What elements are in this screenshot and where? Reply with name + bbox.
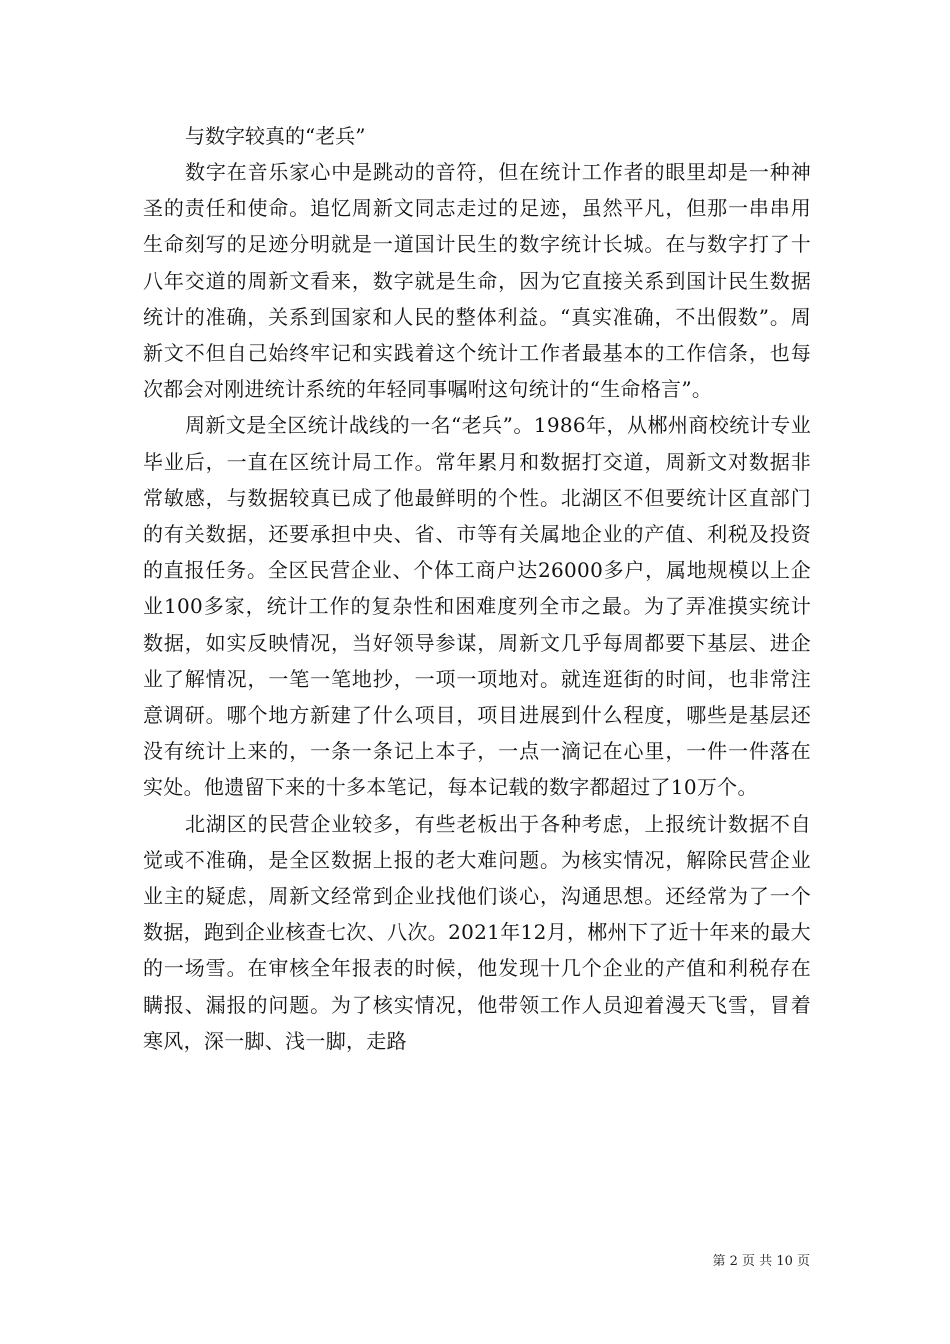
paragraph-3: 北湖区的民营企业较多，有些老板出于各种考虑，上报统计数据不自觉或不准确，是全区数据上报的老大难问题。为核实情况，解除民营企业业主的疑虑，周新文经常到企业找他们谈心，沟通思想。还经常为了一个数据，跑到企业核查七次、八次。2021年12月，郴州下了近十年来的最大的一场雪。在审核全年报表的时候，他发现十几个企业的产值和利税存在瞒报、漏报的问题。为了核实情况，他带领工作人员迎着漫天飞雪，冒着寒风，深一脚、浅一脚，走路 — [143, 811, 811, 1053]
article-body — [143, 118, 811, 1059]
paragraph-1: 数字在音乐家心中是跳动的音符，但在统计工作者的眼里却是一种神圣的责任和使命。追忆周新文同志走过的足迹，虽然平凡，但那一串串用生命刻写的足迹分明就是一道国计民生的数字统计长城。在与数字打了十八年交道的周新文看来，数字就是生命，因为它直接关系到国计民生数据统计的准确，关系到国家和人民的整体利益。“真实准确，不出假数”。周新文不但自己始终牢记和实践着这个统计工作者最基本的工作信条，也每次都会对刚进统计系统的年轻同事嘱咐这句统计的“生命格言”。 — [143, 160, 811, 402]
page-number-footer: 第 2 页 共 10 页 — [712, 1254, 810, 1269]
paragraph-2: 周新文是全区统计战线的一名“老兵”。1986年，从郴州商校统计专业毕业后，一直在区统计局工作。常年累月和数据打交道，周新文对数据非常敏感，与数据较真已成了他最鲜明的个性。北湖区不但要统计区直部门的有关数据，还要承担中央、省、市等有关属地企业的产值、利税及投资的直报任务。全区民营企业、个体工商户达26000多户，属地规模以上企业100多家，统计工作的复杂性和困难度列全市之最。为了弄准摸实统计数据，如实反映情况，当好领导参谋，周新文几乎每周都要下基层、进企业了解情况，一笔一笔地抄，一项一项地对。就连逛街的时间，也非常注意调研。哪个地方新建了什么项目，项目进展到什么程度，哪些是基层还没有统计上来的，一条一条记上本子，一点一滴记在心里，一件一件落在实处。他遗留下来的十多本笔记，每本记载的数字都超过了10万个。 — [143, 413, 811, 800]
section-heading: 与数字较真的“老兵” — [185, 124, 366, 148]
